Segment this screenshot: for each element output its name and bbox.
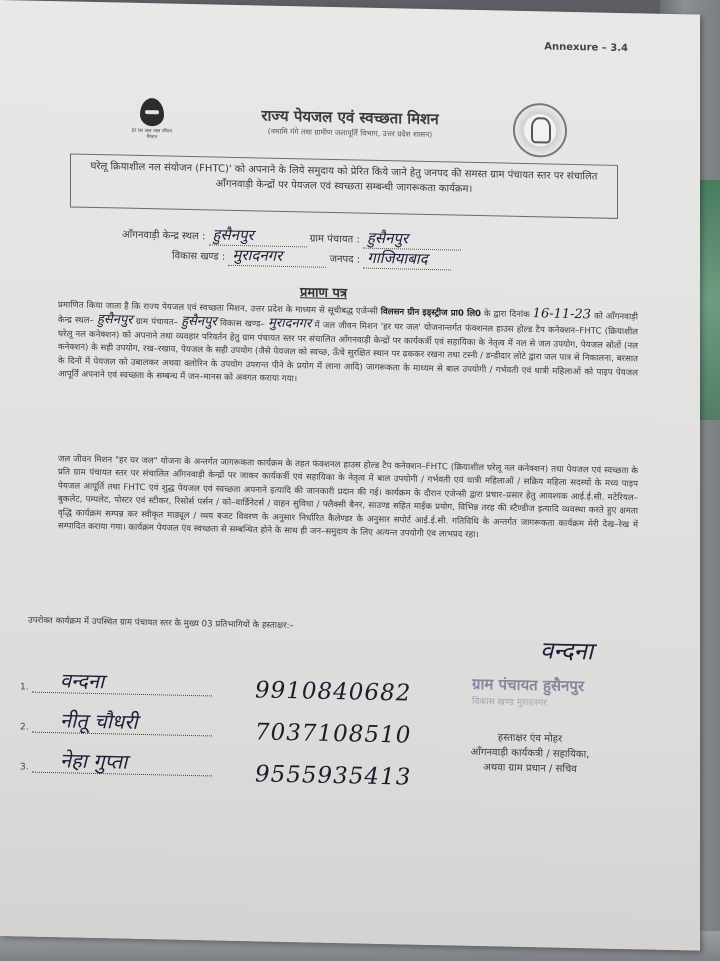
programme-title-box: घरेलू क्रियाशील नल संयोजन (FHTC)' को अपनाने के लिये समुदाय को प्रेरित किये जाने हेतु जनपद की समस्त ग्राम पंचायत स्तर पर संचालित आँगनवाड़ी केन्द्रों पर पेयजल एवं स्वच्छता सम्बन्धी जागरूकता कार्यक्रम। xyxy=(70,153,618,218)
programme-date: 16-11-23 xyxy=(532,306,592,323)
organisation-title: राज्य पेयजल एवं स्वच्छता मिशन xyxy=(261,106,439,129)
block-field-row xyxy=(172,244,451,271)
participant-signature: नेहा गुप्ता xyxy=(60,748,128,774)
para-panchayat-value: हुसैनपुर xyxy=(181,314,217,330)
water-drop-icon xyxy=(140,98,164,127)
logo-caption: हर घर जल जल जीवन मिशन xyxy=(131,127,173,141)
annexure-label: Annexure – 3.4 xyxy=(544,41,628,55)
para-centre-value: हुसैनपुर xyxy=(97,312,133,329)
block-value: मुरादनगर xyxy=(228,245,326,268)
block-label: विकास खण्ड : xyxy=(172,250,226,263)
signature-line xyxy=(32,692,212,697)
centre-value: हुसैनपुर xyxy=(209,224,307,247)
participant-number: 3. xyxy=(20,762,29,773)
participant-number: 1. xyxy=(20,682,29,693)
participant-phone-2: 7037108510 xyxy=(255,719,412,749)
para1-text-a: प्रमाणित किया जाता है कि राज्य पेयजल एवं स्वच्छता मिशन, उत्तर प्रदेश के माध्यम से सूचीबद्ध एजेन्सी xyxy=(58,300,378,317)
participant-phone-1: 9910840682 xyxy=(255,677,412,707)
certificate-title: प्रमाण पत्र xyxy=(300,285,348,302)
para1-text-b: के द्वारा दिनांक xyxy=(483,309,530,321)
panchayat-value: हुसैनपुर xyxy=(363,228,461,251)
participant-number: 2. xyxy=(20,722,29,733)
para1-text-f: में जल जीवन मिशन 'हर घर जल' योजनान्तर्गत फंक्शनल हाउस होल्ड टैप कनेक्शन–FHTC (क्रियाशील घरेलू नल कनेक्शन) को अपनाने तथा व्यवहार परिवर्तन हेतु ग्राम पंचायत स्तर पर संचालित आँगनवाड़ी केन्द्रों पर कार्यकर्त्री एवं सहायिका के नेतृत्व में नल से जल उपयोग, पेयजल स्रोतों (नल कनेक्शन) के सही उपयोग, रख–रखाव, पेयजल के सही उपयोग (जैसे पेयजल को स्वच्छ, ऊँचे सुरक्षित स्थान पर ढककर रखना तथा टस्नी / डन्डीदार लोटे द्वारा जल पात्र से निकालना, बरसात के दिनों में पेयजल को उबालकर अथवा क्लोरिन के उपयोग उपरान्त पीने के प्रयोग में लाना आदि) जागरूकता के माध्यम से बाल उपयोगी / गर्भवती एवं धात्री महिलाओं को पाइप पेयजल आपूर्ति अपनाने एवं स्वच्छता के सम्बन्ध में जन–मानस को अवगत कराया गया। xyxy=(58,320,639,385)
certificate-paragraph-2: जल जीवन मिशन "हर घर जल" योजना के अन्तर्गत जागरूकता कार्यक्रम के तहत फंक्शनल हाउस होल्ड टैप कनेक्शन–FHTC (क्रियाशील घरेलू नल कनेक्शन) तथा पेयजल एवं स्वच्छता के प्रति ग्राम पंचायत स्तर पर संचालित आँगनवाड़ी केन्द्रों पर जाकर कार्यकर्त्री एवं सहायिका के नेतृत्व में बाल उपयोगी / गर्भवती एवं धात्री महिलाओं / सक्रिय महिला सदस्यों के मध्य पाइप पेयजल आपूर्ति तथा FHTC एवं शुद्ध पेयजल एवं स्वच्छता अपनाने इत्यादि की जानकारी प्रदान की गई। कार्यक्रम के दौरान एजेन्सी द्वारा प्रचार–प्रसार हेतु आवश्यक आई.ई.सी. मटेरियल–बुकलेट, पम्पलेट, पोस्टर एवं स्टीकर, रिसोर्स पर्सन / को–वार्डिनेटर्स / वाहन सुविधा / फ्लैक्सी बैनर, साउण्ड सहित माईक प्रयोग, विभिन्न तरह की स्टैण्डीज इत्यादि व्यवस्था करते हुए क्षमता वृद्धि कार्यक्रम सम्पन्न कर स्वीकृत माड्यूल / व्यय बजट विवरण के अनुसार निर्धारित कैलेण्डर के अनुसार सपोर्ट आई.ई.सी. गतिविधि के अन्तर्गत जागरूकता कार्यक्रम मेरी देख–रेख में सम्पादित कराया गया। कार्यक्रम पेयजल एंव स्वच्छता से सम्बन्धित होने के साथ ही जन–समुदाय के लिए अत्यन्त उपयोगी एंव लाभप्रद रहा। xyxy=(58,454,638,541)
panchayat-label: ग्राम पंचायत : xyxy=(309,233,360,246)
district-label: जनपद : xyxy=(329,253,361,266)
agency-name: विलसन ग्रीन इड्स्ट्रीज प्रा0 लि0 xyxy=(380,306,482,320)
authority-signature: वन्दना xyxy=(540,636,594,666)
certificate-paragraph-1 xyxy=(58,297,638,394)
jal-jeevan-mission-logo xyxy=(130,98,174,141)
panchayat-stamp: ग्राम पंचायत हुसैनपुर xyxy=(472,674,585,696)
para-block-value: मुरादनगर xyxy=(268,316,312,332)
para1-text-d: ग्राम पंचायत– xyxy=(135,317,178,329)
para1-text-c: को आँगनवाड़ी केन्द्र स्थल– xyxy=(58,311,639,327)
designation-line-2: आँगनवाड़ी कार्यकत्री / सहायिका, xyxy=(470,746,590,761)
organisation-subtitle: (नमामि गंगे तथा ग्रामीण जलापूर्ति विभाग, उत्तर प्रदेश शासन) xyxy=(267,126,433,140)
district-value: गाजियाबाद xyxy=(363,248,451,271)
panchayat-stamp-sub: विकास खण्ड मुरादनगर xyxy=(472,696,547,709)
para1-text-e: विकास खण्ड– xyxy=(220,319,265,330)
authority-designation xyxy=(430,729,630,778)
centre-label: आँगनवाड़ी केन्द्र स्थल : xyxy=(122,229,206,243)
emblem-icon xyxy=(531,117,551,143)
designation-line-3: अथवा ग्राम प्रधान / सचिव xyxy=(483,762,577,776)
participant-signature: नीतू चौधरी xyxy=(60,708,138,734)
participant-signature: वन्दना xyxy=(60,668,105,694)
participants-intro: उपरोक्त कार्यक्रम में उपस्थित ग्राम पंचायत स्तर के मुख्य 03 प्रतिभागियों के हस्ताक्षर:– xyxy=(28,615,294,632)
designation-line-1: हस्ताक्षर एंव मोहर xyxy=(497,732,563,745)
participant-phone-3: 9555935413 xyxy=(255,761,412,791)
up-government-emblem xyxy=(513,103,567,158)
